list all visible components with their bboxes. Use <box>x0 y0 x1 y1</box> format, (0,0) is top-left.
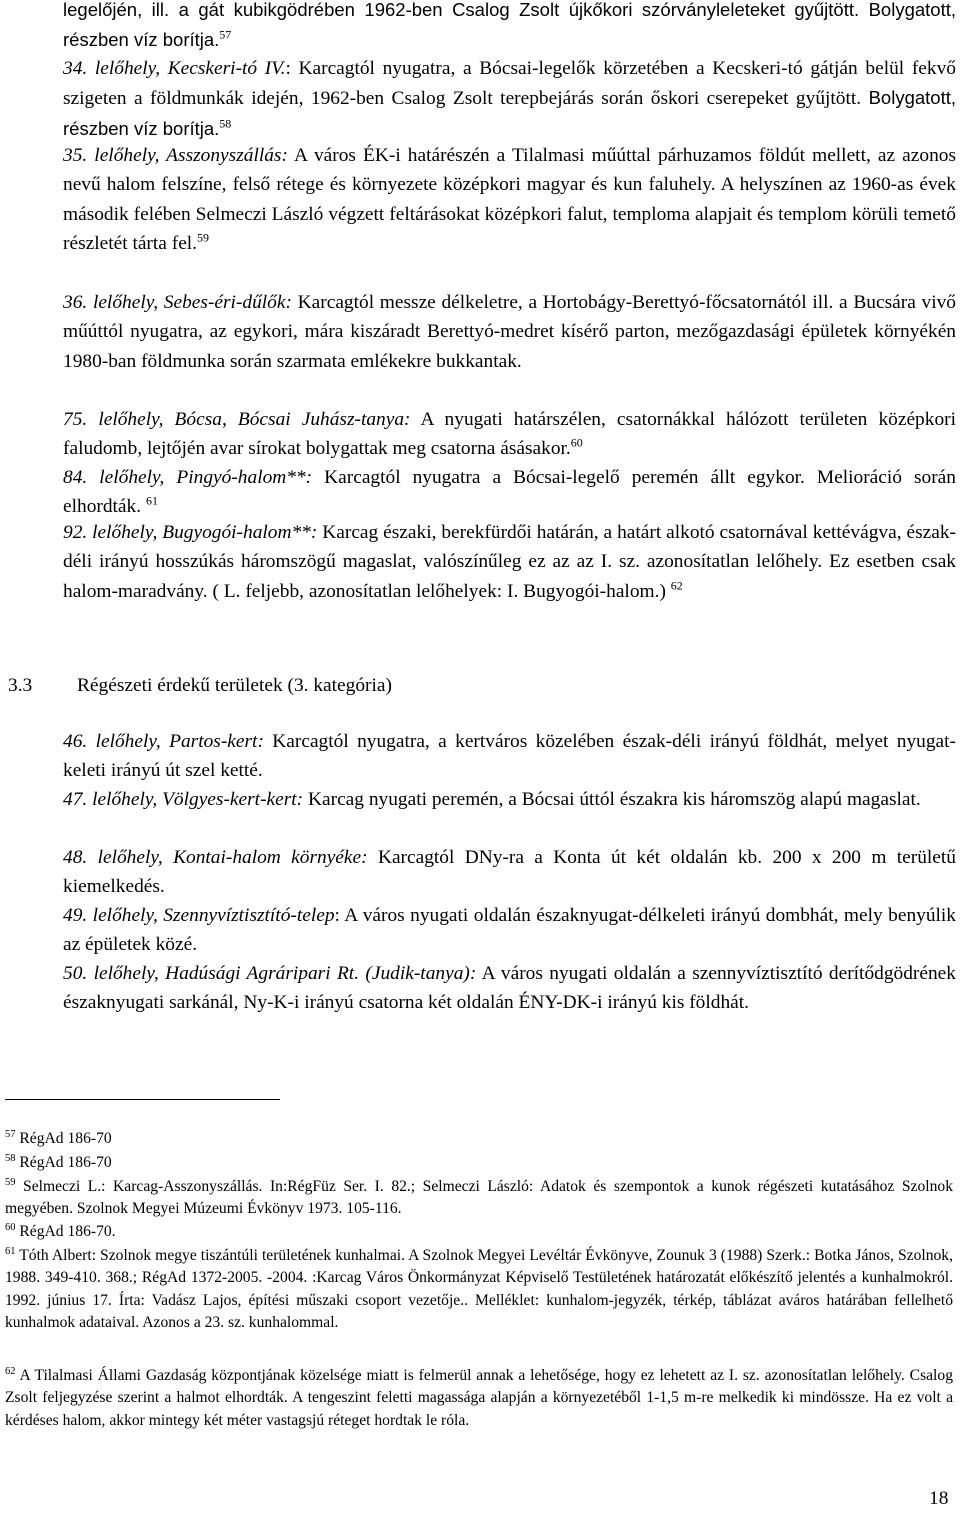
entry-text: Karcagtól messze délkeletre, a Hortobágy-Berettyó-főcsatornától ill. a Bucsára vivő műúttól nyugatra, az egykori, mára kiszáradt Berettyó-medret kísérő parton, mezőgazdasági épületek környékén 1980-ban földmunka során szarmata emlékekre bukkantak. <box>63 292 956 372</box>
footnote-ref[interactable]: 58 <box>219 116 232 131</box>
footnote-61 <box>5 1245 953 1334</box>
site-entry-46 <box>63 727 956 786</box>
footnote-ref[interactable]: 57 <box>219 27 232 42</box>
entry-tail: Bolygatott, részben víz borítja. <box>63 87 956 139</box>
footnote-62 <box>5 1365 953 1432</box>
site-entry-47 <box>63 785 956 814</box>
entry-lead: 84. lelőhely, Pingyó-halom**: <box>63 467 313 488</box>
entry-text: A város nyugati oldalán a szennyvíztisztító derítődgödrének északnyugati sarkánál, Ny-K-i irányú csatorna két oldalán ÉNY-DK-i irányú kis földhát. <box>63 963 956 1014</box>
footnote-number: 60 <box>5 1221 16 1233</box>
entry-lead: 48. lelőhely, Kontai-halom környéke: <box>63 847 368 868</box>
entry-lead: 50. lelőhely, Hadúsági Agráripari Rt. (Judik-tanya): <box>63 963 477 984</box>
footnote-number: 61 <box>5 1245 16 1257</box>
footnote-number: 57 <box>5 1128 16 1140</box>
entry-text: : Karcagtól nyugatra, a Bócsai-legelők körzetében a Kecskeri-tó gátján belül fekvő szigeten a földmunkák idején, 1962-ben Csalog Zsolt terepbejárás során őskori cserepeket gyűjtött. <box>63 58 956 110</box>
footnote-59 <box>5 1176 953 1221</box>
page-number: 18 <box>929 1488 949 1509</box>
entry-lead: 35. lelőhely, Asszonyszállás: <box>63 145 288 166</box>
entry-text: Karcag északi, berekfürdői határán, a határt alkotó csatornával kettévágva, észak-déli irányú hosszúkás háromszögű magaslat, valószínűleg ez az az I. sz. azonosítatlan lelőhely. Ez esetben csak halom-maradvány. ( L. feljebb, azonosítatlan lelőhelyek: I. Bugyogói-halom.) <box>63 522 956 602</box>
entry-lead: 47. lelőhely, Völgyes-kert-kert: <box>63 789 304 810</box>
footnote-text: Selmeczi L.: Karcag-Asszonyszállás. In:RégFüz Ser. I. 82.; Selmeczi László: Adatok és szempontok a kunok régészeti kutatásához Szolnok megyében. Szolnok Megyei Múzeumi Évkönyv 1973. 105-116. <box>5 1178 953 1218</box>
footnote-58 <box>5 1152 953 1174</box>
site-entry-50 <box>63 959 956 1018</box>
footnote-number: 62 <box>5 1365 16 1377</box>
footnote-57 <box>5 1128 953 1150</box>
entry-text: A város ÉK-i határészén a Tilalmasi műúttal párhuzamos földút mellett, az azonos nevű halom felszíne, felső rétege és környezete középkori magyar és kun faluhely. A helyszínen az 1960-as évek második felében Selmeczi László végzett feltárásokat középkori falut, temploma alapjait és templom körüli temető részletét tárta fel. <box>63 145 957 254</box>
site-entry-36 <box>63 288 956 376</box>
footnote-ref[interactable]: 62 <box>670 578 683 593</box>
site-entry-84 <box>63 463 956 522</box>
footnote-text: Tóth Albert: Szolnok megye tiszántúli területének kunhalmai. A Szolnok Megyei Levéltár Évkönyve, Zounuk 3 (1988) Szerk.: Botka János, Szolnok, 1988. 349-410. 368.; RégAd 1372-2005. -2004. :Karcag Város Önkormányzat Képviselő Testületének határozatát előkészítő jelentés a kunhalmokról. 1992. június 17. Írta: Vadász Lajos, építési műszaki csoport vezetője.. Melléklet: kunhalom-jegyzék, térkép, táblázat aváros határában fellelhető kunhalmok adataival. Azonos a 23. sz. kunhalommal. <box>5 1247 953 1331</box>
site-entry-34 <box>63 54 956 144</box>
footnote-number: 58 <box>5 1152 16 1164</box>
entry-text: A nyugati határszélen, csatornákkal hálózott területen középkori faludomb, lejtőjén avar sírokat bolygattak meg csatorna ásásakor. <box>63 409 956 460</box>
footnote-number: 59 <box>5 1176 16 1188</box>
section-title: Régészeti érdekű területek (3. kategória) <box>77 675 392 696</box>
footnote-text: A Tilalmasi Állami Gazdaság központjának közelsége miatt is felmerül annak a lehetősége, hogy ez lehetett az I. sz. azonosítatlan lelőhely. Csalog Zsolt feljegyzése szerint a halmot elhordták. A tengeszint feletti magassága alapján a környezetéből 1-1,5 m-re melkedik ki mindössze. Ha ez volt a kérdéses halom, akkor mintegy két méter vastagsjú réteget hordtak le róla. <box>5 1367 953 1429</box>
entry-text: Karcag nyugati peremén, a Bócsai úttól északra kis háromszög alapú magaslat. <box>308 789 921 810</box>
footnote-text: RégAd 186-70 <box>19 1154 112 1171</box>
section-heading <box>8 671 392 700</box>
section-number: 3.3 <box>8 675 33 696</box>
site-entry-92 <box>63 518 956 606</box>
entry-lead: 92. lelőhely, Bugyogói-halom**: <box>63 522 318 543</box>
footnote-separator <box>5 1099 280 1100</box>
footnote-60 <box>5 1221 953 1243</box>
footnote-text: RégAd 186-70. <box>19 1223 116 1240</box>
entry-lead: 75. lelőhely, Bócsa, Bócsai Juhász-tanya: <box>63 409 411 430</box>
footnote-ref[interactable]: 59 <box>197 230 210 245</box>
site-entry-35 <box>63 141 956 258</box>
entry-lead: 36. lelőhely, Sebes-éri-dűlők: <box>63 292 292 313</box>
footnote-text: RégAd 186-70 <box>19 1130 112 1147</box>
entry-lead: 34. lelőhely, Kecskeri-tó IV. <box>63 58 286 79</box>
entry-lead: 49. lelőhely, Szennyvíztisztító-telep <box>63 905 335 926</box>
site-entry-49 <box>63 901 956 960</box>
entry-text: : A város nyugati oldalán északnyugat-délkeleti irányú dombhát, mely benyúlik az épületek közé. <box>63 905 956 956</box>
entry-text: Karcagtól nyugatra, a kertváros közelében észak-déli irányú földhát, melyet nyugat-keleti irányú út szel ketté. <box>63 731 956 782</box>
continuation-paragraph: legelőjén, ill. a gát kubikgödrében 1962-ben Csalog Zsolt újkőkori szórványleleteket gyűjtött. Bolygatott, részben víz borítja.$^{57}$ <box>63 0 956 51</box>
site-entry-75 <box>63 405 956 464</box>
entry-text: Karcagtól DNy-ra a Konta út két oldalán kb. 200 x 200 m területű kiemelkedés. <box>63 847 956 898</box>
entry-text: Karcagtól nyugatra a Bócsai-legelő peremén állt egykor. Melioráció során elhordták. <box>63 467 956 518</box>
footnote-ref[interactable]: 60 <box>570 435 583 450</box>
site-entry-48 <box>63 843 956 902</box>
footnote-ref[interactable]: 61 <box>145 493 158 508</box>
entry-lead: 46. lelőhely, Partos-kert: <box>63 731 264 752</box>
